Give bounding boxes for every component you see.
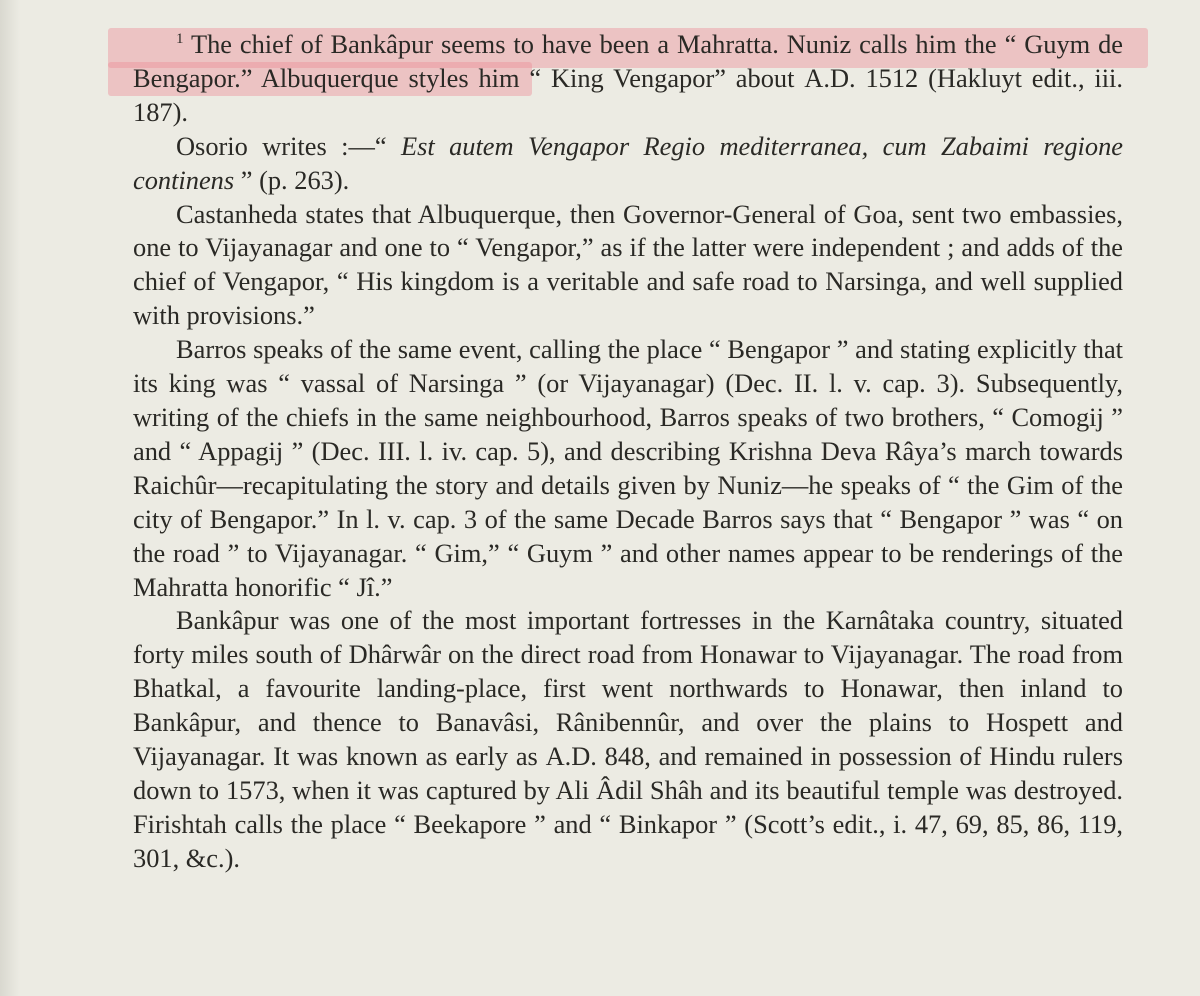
era-abbrev: A.D.	[804, 62, 856, 93]
era-abbrev-2: A.D.	[545, 741, 597, 772]
footnote-marker: 1	[176, 31, 184, 47]
paragraph-2-text-b: ” (p. 263).	[234, 164, 350, 195]
footnote-paragraph-1	[133, 28, 1123, 130]
footnote-paragraph-2	[133, 130, 1123, 198]
footnote-block	[133, 28, 1123, 876]
paragraph-1-text-a: The chief of Bankâpur seems to have been a Mahratta. Nuniz calls him the “ Guym de Bengapor.” Albuquerque styles him “ King Vengapor” about	[133, 29, 1124, 93]
footnote-paragraph-3: Castanheda states that Albuquerque, then Governor-General of Goa, sent two embassies, one to Vijayanagar and one to “ Vengapor,” as if the latter were independent ; and adds of the chief of Vengapor, “ His kingdom is a veritable and safe road to Narsinga, and well supplied with provisions.”	[133, 198, 1123, 331]
paragraph-2-text-a: Osorio writes :—“	[176, 130, 401, 161]
paragraph-1-text-b: 1512 (Hakluyt edit., iii. 187).	[133, 62, 1123, 127]
footnote-paragraph-4: Barros speaks of the same event, calling the place “ Bengapor ” and stating explicitly that its king was “ vassal of Narsinga ” (or Vijayanagar) (Dec. II. l. v. cap. 3). Subsequently, writing of the chiefs in the same neighbourhood, Barros speaks of two brothers, “ Comogij ” and “ Appagij ” (Dec. III. l. iv. cap. 5), and describing Krishna Deva Râya’s march towards Raichûr—recapitulating the story and details given by Nuniz—he speaks of “ the Gim of the city of Bengapor.” In l. v. cap. 3 of the same Decade Barros says that “ Bengapor ” was “ on the road ” to Vijayanagar. “ Gim,” “ Guym ” and other names appear to be renderings of the Mahratta honorific “ Jî.”	[133, 334, 1123, 602]
footnote-paragraph-5	[133, 604, 1123, 875]
latin-quotation: Est autem Vengapor Regio mediterranea, cum Zabaimi regione continens	[133, 130, 1123, 195]
paragraph-5-text-b: 848, and remained in possession of Hindu rulers down to 1573, when it was captured by Ali Âdil Shâh and its beautiful temple was destroyed. Firishtah calls the place “ Beekapore ” and “ Binkapor ” (Scott’s edit., i. 47, 69, 85, 86, 119, 301, &c.).	[133, 741, 1123, 873]
paragraph-5-text-a: Bankâpur was one of the most important fortresses in the Karnâtaka country, situated forty miles south of Dhârwâr on the direct road from Honawar to Vijayanagar. The road from Bhatkal, a favourite landing-place, first went northwards to Honawar, then inland to Bankâpur, and thence to Banavâsi, Rânibennûr, and over the plains to Hospett and Vijayanagar. It was known as early as	[133, 605, 1123, 772]
page-binding-shadow	[0, 0, 20, 996]
